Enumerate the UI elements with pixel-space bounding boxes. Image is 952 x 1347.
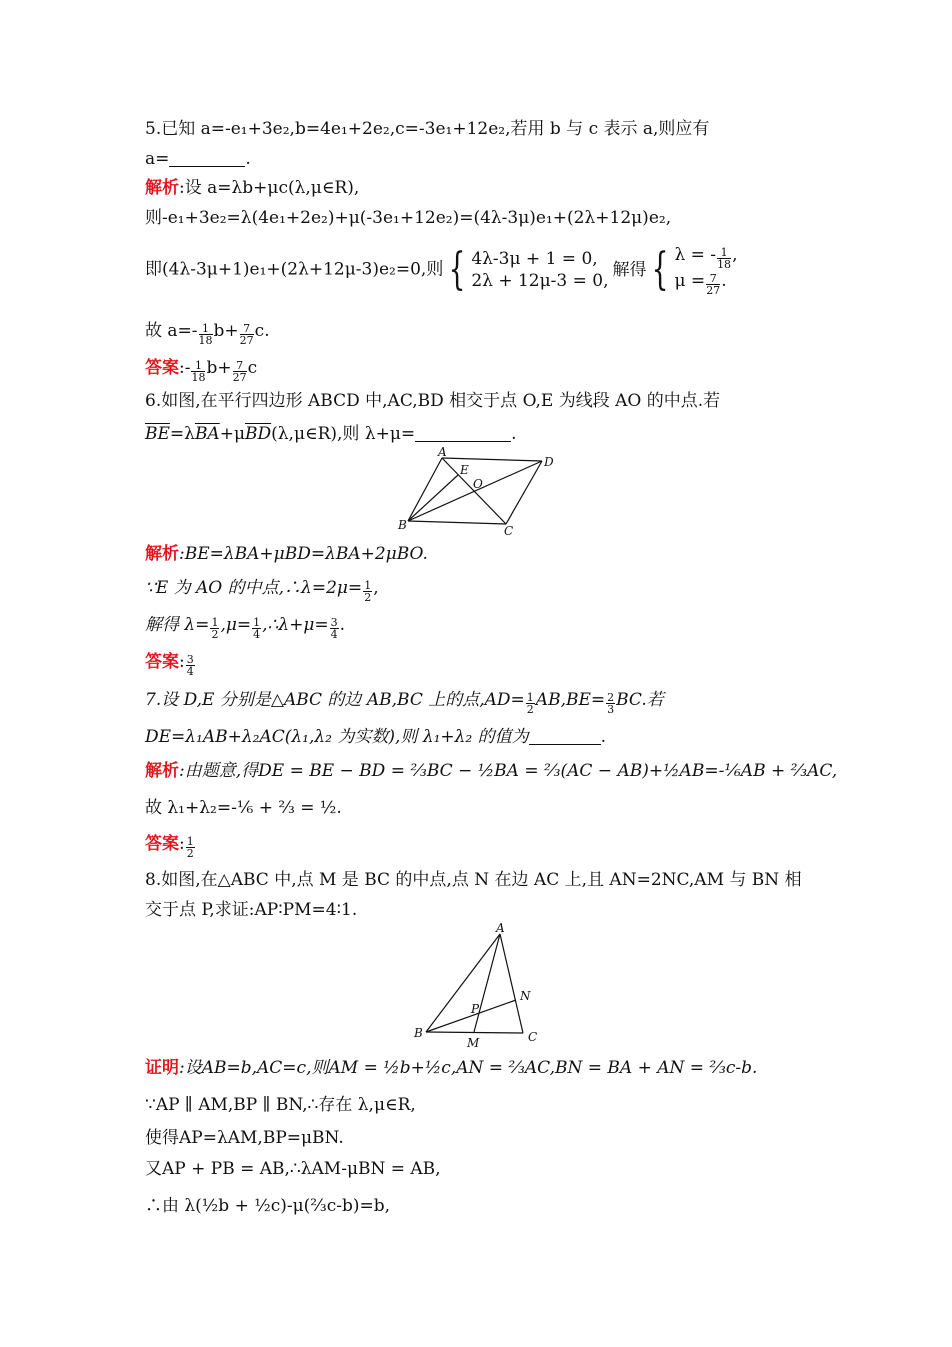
edge-ad (442, 458, 542, 461)
q5-answer-frac2 (233, 360, 247, 383)
q5-answer-label: 答案 (145, 358, 179, 378)
q6-answer-num: 3 (186, 653, 194, 666)
q5-sol2-lhs: μ = (674, 271, 706, 291)
q6-stem2-c: (λ,μ∈R),则 λ+μ= (271, 424, 416, 444)
q6-analysis3-c: ,∴λ+μ= (262, 615, 329, 635)
q5-conclude-frac1 (199, 323, 213, 346)
q6-analysis-line2 (145, 577, 379, 603)
q5-sys2: 2λ + 12μ-3 = 0, (471, 271, 609, 291)
label-a: A (438, 446, 447, 459)
q6-stem2-b: +μ (219, 424, 246, 444)
q7-answer-frac (186, 836, 195, 859)
q5-analysis2: 则-e₁+3e₂=λ(4e₁+2e₂)+μ(-3e₁+12e₂)=(4λ-3μ)e₁+(2λ+12μ)e₂, (145, 208, 672, 228)
q6-mu-num: 1 (253, 616, 261, 629)
q5-analysis-line3 (145, 244, 737, 296)
q7-analysis2: 故 λ₁+λ₂=-⅙ + ⅔ = ½. (145, 798, 342, 818)
q7-be-frac (606, 692, 615, 715)
q8-proof-line1 (145, 1057, 757, 1079)
q5-answer-c: c (247, 358, 258, 378)
q7-stem2: DE=λ₁AB+λ₂AC(λ₁,λ₂ 为实数),则 λ₁+λ₂ 的值为 (145, 727, 529, 747)
q6-analysis-line3 (145, 614, 345, 640)
q7-analysis-label: 解析 (145, 761, 179, 781)
edge-bc (426, 1032, 523, 1033)
q6-vec-be: $\overline{BE}$ (145, 424, 170, 444)
q7-stem-line1 (145, 689, 664, 715)
q6-stem1: 6.如图,在平行四边形 ABCD 中,AC,BD 相交于点 O,E 为线段 AO 的中点.若 (145, 391, 721, 411)
q7-answer: 答案: $\frac{1}{2}$ (145, 834, 194, 860)
q5-answer (145, 357, 257, 383)
q5-system (471, 248, 608, 292)
q6-analysis1: :BE=λBA+μBD=λBA+2μBO. (179, 544, 428, 564)
q5-stem2-end: . (245, 149, 251, 169)
q8-stem1: 8.如图,在△ABC 中,点 M 是 BC 的中点,点 N 在边 AC 上,且 AN=2NC,AM 与 BN 相 (145, 870, 802, 890)
label-e: E (460, 463, 469, 477)
q5-answer-frac1 (191, 360, 205, 383)
q7-answer-blank (529, 728, 601, 745)
q8-proof-label: 证明 (145, 1058, 179, 1078)
q5-frac1-den: 18 (198, 334, 213, 347)
q5-sol2-num: 7 (706, 273, 720, 285)
q6-vec-ba: $\overline{BA}$ (194, 424, 220, 444)
q6-analysis3-end: . (339, 615, 346, 635)
q6-answer-blank (415, 425, 511, 442)
q5-answer-frac2-den: 27 (232, 371, 247, 384)
q5-conclude-b: b+ (213, 321, 239, 341)
q7-ad-frac (526, 692, 535, 715)
q7-analysis-line1 (145, 760, 837, 782)
label-p: P (471, 1002, 480, 1016)
q6-analysis3-a: 解得 λ= (145, 615, 210, 635)
q5-analysis3: 即(4λ-3μ+1)e₁+(2λ+12μ-3)e₂=0,则 (145, 259, 444, 280)
parallelogram-figure (396, 446, 560, 538)
q7-stem1-c: BC.若 (616, 690, 664, 710)
label-d: D (544, 455, 554, 469)
q5-solution-brace: { (652, 244, 669, 295)
q6-sum-num: 3 (330, 616, 338, 629)
q7-stem2-end: . (600, 727, 607, 747)
q7-be-den: 3 (607, 703, 615, 716)
q7-stem-line2 (145, 726, 606, 748)
q7-answer-num: 1 (186, 835, 194, 848)
q6-mu-frac (252, 617, 261, 640)
label-a: A (496, 921, 505, 935)
q6-sum-den: 4 (330, 628, 338, 641)
q5-sol1 (674, 244, 737, 270)
q5-stem: 5.已知 a=-e₁+3e₂,b=4e₁+2e₂,c=-3e₁+12e₂,若用 b 与 c 表示 a,则应有 (145, 119, 710, 139)
q6-lambda-frac (210, 617, 219, 640)
q8-proof2: ∵AP ∥ AM,BP ∥ BN,∴存在 λ,μ∈R, (145, 1095, 416, 1115)
q7-ad-den: 2 (526, 703, 534, 716)
q6-sum-frac (330, 617, 339, 640)
q7-analysis1: :由题意,得DE = BE − BD = ⅔BC − ½BA = ⅔(AC − AB)+½AB=-⅙AB + ⅔AC, (179, 761, 838, 781)
label-o: O (473, 477, 483, 491)
q8-proof5: ∴由 λ(½b + ½c)-μ(⅔c-b)=b, (145, 1196, 391, 1216)
q5-sol1-lhs: λ = - (674, 245, 717, 265)
q6-analysis2-end: , (373, 578, 379, 598)
q6-analysis2-den: 2 (364, 591, 372, 604)
q5-sol2-den: 27 (706, 284, 721, 297)
label-c: C (504, 524, 514, 538)
q5-answer-b: b+ (206, 358, 232, 378)
q8-proof4: 又AP + PB = AB,∴λAM-μBN = AB, (145, 1159, 441, 1179)
q8-stem2: 交于点 P,求证:AP∶PM=4∶1. (145, 900, 358, 920)
q5-sol1-den: 18 (717, 258, 732, 271)
q6-analysis2-num: 1 (364, 579, 372, 592)
q6-analysis-label: 解析 (145, 544, 179, 564)
segment-be (408, 475, 458, 521)
q6-answer-frac (186, 654, 195, 677)
q7-stem1: 7.设 D,E 分别是△ABC 的边 AB,BC 上的点,AD= (145, 690, 525, 710)
edge-cb (408, 521, 506, 524)
q5-system-brace: { (448, 244, 466, 295)
q8-proof1: :设AB=b,AC=c,则AM = ½b+½c,AN = ⅔AC,BN = BA + AN = ⅔c-b. (179, 1058, 758, 1078)
q5-solution (674, 244, 737, 296)
q6-vec-bd: $\overline{BD}$ (245, 424, 272, 444)
q5-stem2: a= (145, 149, 170, 169)
q5-frac2-num: 7 (240, 323, 254, 335)
q6-stem-line2 (145, 423, 517, 445)
q5-sol1-num: 1 (717, 247, 731, 259)
q5-solve-word: 解得 (612, 259, 647, 280)
q5-answer-frac2-num: 7 (233, 360, 247, 372)
q5-conclusion (145, 320, 270, 346)
q7-answer-den: 2 (186, 847, 194, 860)
q5-conclude-c: c. (254, 321, 270, 341)
q6-analysis-line1 (145, 543, 428, 565)
label-n: N (520, 989, 531, 1003)
median-am (474, 934, 500, 1032)
q5-frac2-den: 27 (239, 334, 254, 347)
edge-ac (500, 934, 523, 1033)
q7-stem1-b: AB,BE= (535, 690, 606, 710)
q8-proof3: 使得AP=λAM,BP=μBN. (145, 1128, 344, 1148)
label-b: B (414, 1026, 423, 1040)
q5-answer-blank (169, 150, 245, 167)
q5-sol2-end: . (721, 271, 727, 291)
triangle-figure (410, 921, 546, 1051)
q6-answer-label: 答案 (145, 652, 179, 672)
q6-lambda-num: 1 (211, 616, 219, 629)
q6-analysis3-b: ,μ= (220, 615, 252, 635)
q6-answer: 答案: $\frac{3}{4}$ (145, 652, 194, 678)
q5-sol1-end: , (732, 245, 738, 265)
edge-ba (408, 458, 442, 521)
q5-analysis-line1 (145, 177, 359, 199)
q5-frac1-num: 1 (199, 323, 213, 335)
q5-sys1: 4λ-3μ + 1 = 0, (471, 249, 598, 269)
q5-answer-frac1-den: 18 (191, 371, 206, 384)
q6-stem2-a: =λ (169, 424, 195, 444)
q6-stem2-end: . (511, 424, 517, 444)
q5-conclude-a: 故 a=- (145, 321, 198, 341)
q5-answer-a: :- (179, 358, 191, 378)
q5-sol2 (674, 270, 737, 296)
q5-analysis-label: 解析 (145, 178, 179, 198)
q6-analysis2: ∵E 为 AO 的中点,∴λ=2μ= (145, 578, 363, 598)
edge-ab (426, 934, 500, 1032)
q5-conclude-frac2 (240, 323, 254, 346)
q5-stem-line2 (145, 148, 251, 170)
q6-mu-den: 4 (253, 628, 261, 641)
q5-analysis1: :设 a=λb+μc(λ,μ∈R), (179, 178, 360, 198)
q5-sol1-frac (717, 247, 731, 270)
q6-answer-den: 4 (186, 665, 194, 678)
label-m: M (467, 1036, 480, 1050)
q5-answer-frac1-num: 1 (191, 360, 205, 372)
q6-analysis2-frac (363, 580, 372, 603)
label-c: C (528, 1030, 538, 1044)
q5-sol2-frac (706, 273, 720, 296)
q6-lambda-den: 2 (211, 628, 219, 641)
q7-be-num: 2 (607, 691, 615, 704)
diagonal-bd (408, 461, 542, 521)
label-b: B (398, 518, 407, 532)
edge-dc (506, 461, 542, 524)
q7-answer-label: 答案 (145, 834, 179, 854)
q7-ad-num: 1 (526, 691, 534, 704)
